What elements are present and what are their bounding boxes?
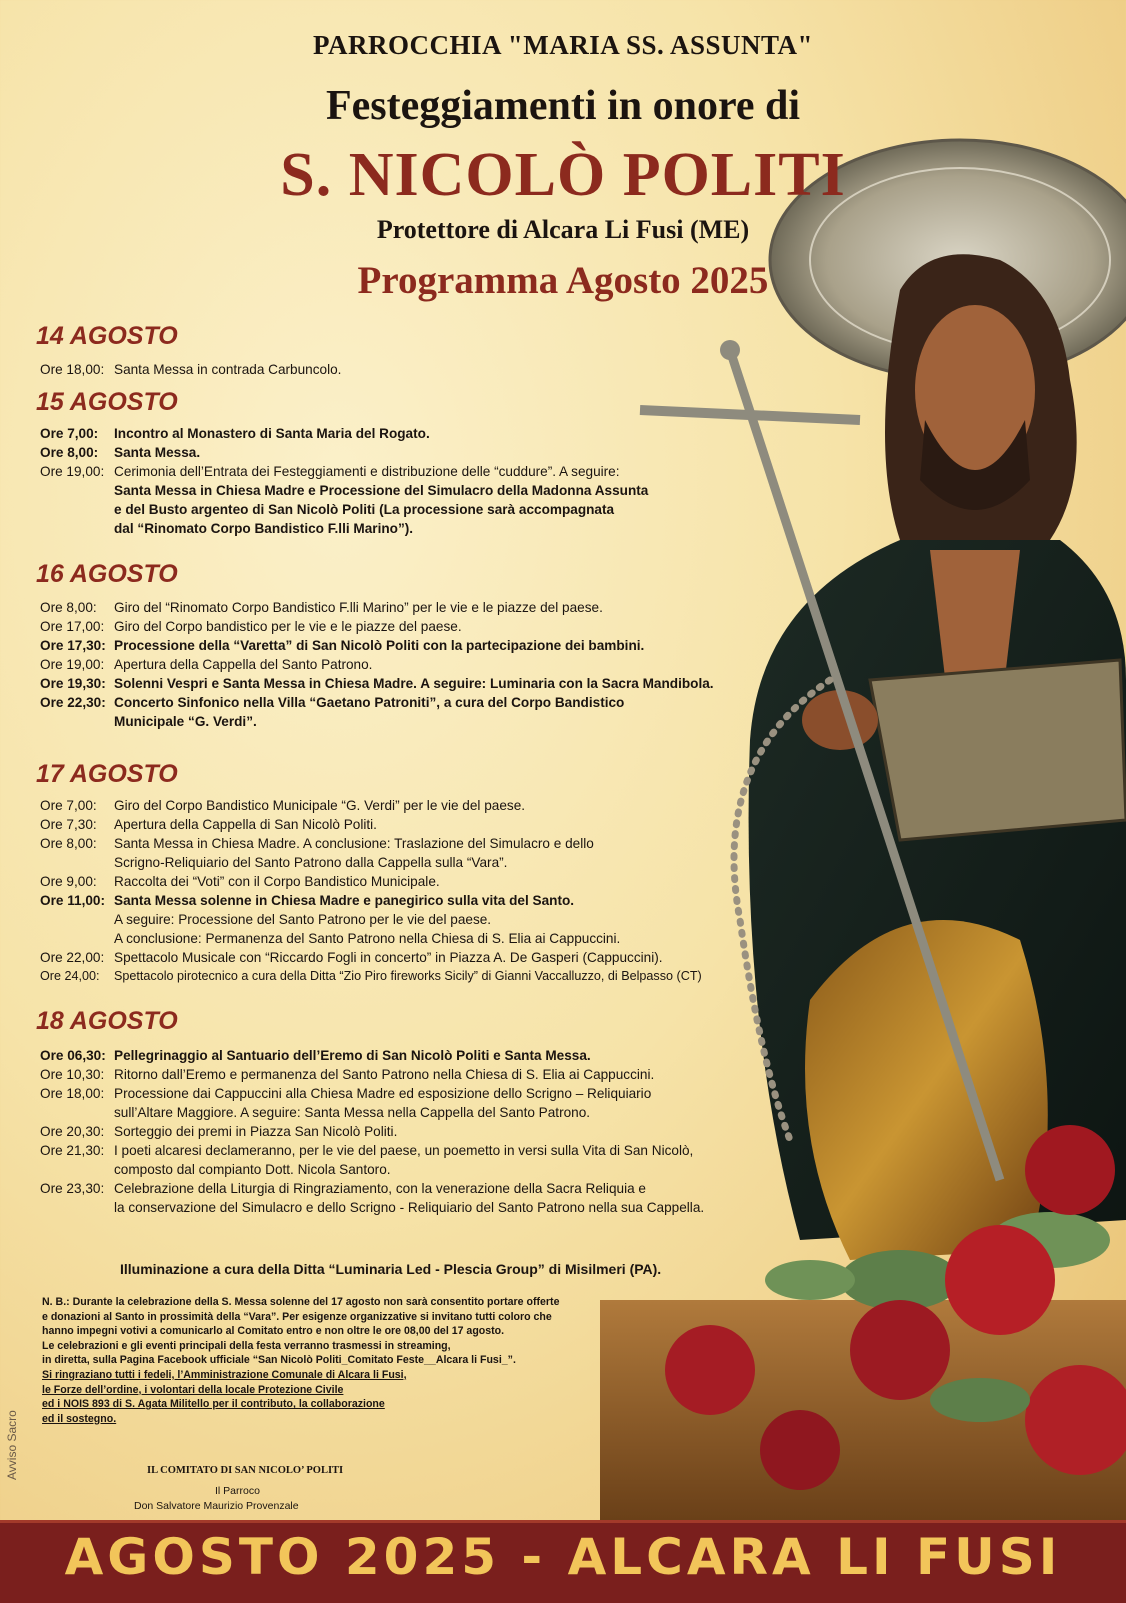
note-line: Le celebrazioni e gli eventi principali della festa verranno trasmessi in streaming,	[42, 1339, 451, 1352]
event-line: A conclusione: Permanenza del Santo Patrono nella Chiesa di S. Elia ai Cappuccini.	[114, 931, 621, 946]
notes-block	[42, 1295, 642, 1426]
event-line: Ore 8,00: Santa Messa.	[40, 445, 201, 460]
event-line: Ore 7,30: Apertura della Cappella di San Nicolò Politi.	[40, 817, 377, 832]
protector-subtitle: Protettore di Alcara Li Fusi (ME)	[376, 215, 750, 244]
note-line: N. B.: Durante la celebrazione della S. Messa solenne del 17 agosto non sarà consentito portare offerte	[42, 1296, 560, 1308]
committee-signature: IL COMITATO DI SAN NICOLO’ POLITI	[147, 1465, 344, 1476]
note-line: le Forze dell’ordine, i volontari della locale Protezione Civile	[42, 1383, 344, 1396]
event-line: sull’Altare Maggiore. A seguire: Santa Messa nella Cappella del Santo Patrono.	[114, 1105, 591, 1120]
day-heading: 16 AGOSTO	[36, 560, 178, 588]
event-line: Ore 24,00: Spettacolo pirotecnico a cura della Ditta “Zio Piro fireworks Sicily” di Gianni Vaccalluzzo, di Belpasso (CT)	[40, 969, 702, 983]
note-line: hanno impegni votivi a comunicarlo al Comitato entro e non oltre le ore 08,00 del 17 agosto.	[42, 1325, 505, 1338]
event-line: Ore 7,00: Incontro al Monastero di Santa Maria del Rogato.	[40, 426, 430, 441]
day-heading: 15 AGOSTO	[36, 388, 178, 416]
event-line: Ore 19,00: Apertura della Cappella del Santo Patrono.	[40, 657, 373, 672]
watermark-text: Avviso Sacro	[5, 1410, 19, 1480]
event-line: Ore 9,00: Raccolta dei “Voti” con il Corpo Bandistico Municipale.	[40, 874, 440, 889]
event-line: Ore 21,30: I poeti alcaresi declameranno, per le vie del paese, un poemetto in versi sulla Vita di San Nicolò,	[40, 1143, 694, 1158]
day-heading: 17 AGOSTO	[36, 760, 178, 788]
event-line: Ore 23,30: Celebrazione della Liturgia di Ringraziamento, con la venerazione della Sacra Reliquia e	[40, 1181, 646, 1196]
event-line: la conservazione del Simulacro e dello Scrigno - Reliquiario del Santo Patrono nella sua Cappella.	[114, 1200, 705, 1215]
event-line: Ore 10,30: Ritorno dall’Eremo e permanenza del Santo Patrono nella Chiesa di S. Elia ai Cappuccini.	[40, 1067, 655, 1082]
saint-statue-illustration	[600, 120, 1126, 1520]
event-line: Ore 18,00: Processione dai Cappuccini alla Chiesa Madre ed esposizione dello Scrigno – Reliquiario	[40, 1086, 652, 1101]
event-line: Ore 22,30: Concerto Sinfonico nella Villa “Gaetano Patroniti”, a cura del Corpo Bandistico	[40, 695, 625, 710]
event-line: Ore 11,00: Santa Messa solenne in Chiesa Madre e panegirico sulla vita del Santo.	[40, 893, 575, 908]
event-line: Ore 19,30: Solenni Vespri e Santa Messa in Chiesa Madre. A seguire: Luminaria con la Sacra Mandibola.	[40, 676, 714, 691]
priest-name: Don Salvatore Maurizio Provenzale	[134, 1500, 299, 1512]
festivities-heading: Festeggiamenti in onore di	[325, 83, 801, 129]
priest-title: Il Parroco	[215, 1485, 260, 1497]
day-heading: 14 AGOSTO	[36, 322, 178, 350]
event-line: Ore 22,00: Spettacolo Musicale con “Riccardo Fogli in concerto” in Piazza A. De Gasperi (Cappuccini).	[40, 950, 663, 965]
event-line: Ore 18,00: Santa Messa in contrada Carbuncolo.	[40, 362, 342, 377]
event-line: dal “Rinomato Corpo Bandistico F.lli Marino”).	[114, 521, 414, 536]
event-line: Ore 20,30: Sorteggio dei premi in Piazza San Nicolò Politi.	[40, 1124, 398, 1139]
note-line: ed il sostegno.	[42, 1412, 117, 1425]
event-line: Ore 8,00: Santa Messa in Chiesa Madre. A conclusione: Traslazione del Simulacro e dello	[40, 836, 594, 851]
note-line: e donazioni al Santo in prossimità della “Vara”. Per esigenze organizzative si invitano tutti coloro che	[42, 1310, 552, 1323]
event-line: A seguire: Processione del Santo Patrono per le vie del paese.	[114, 912, 492, 927]
event-line: Ore 19,00: Cerimonia dell’Entrata dei Festeggiamenti e distribuzione delle “cuddure”. A seguire:	[40, 464, 620, 479]
event-line: Ore 17,00: Giro del Corpo bandistico per le vie e le piazze del paese.	[40, 619, 462, 634]
event-line: e del Busto argenteo di San Nicolò Politi (La processione sarà accompagnata	[114, 502, 615, 517]
event-line: Scrigno-Reliquiario del Santo Patrono dalla Cappella sulla “Vara”.	[114, 855, 508, 870]
day-heading: 18 AGOSTO	[36, 1007, 178, 1035]
event-line: Municipale “G. Verdi”.	[114, 714, 257, 729]
event-line: Santa Messa in Chiesa Madre e Processione del Simulacro della Madonna Assunta	[114, 483, 649, 498]
event-line: Ore 06,30: Pellegrinaggio al Santuario dell’Eremo di San Nicolò Politi e Santa Messa.	[40, 1048, 591, 1063]
footer-title: AGOSTO 2025 - ALCARA LI FUSI	[64, 1528, 1062, 1586]
illumination-credit: Illuminazione a cura della Ditta “Luminaria Led - Plescia Group” di Misilmeri (PA).	[120, 1261, 662, 1277]
event-line: Ore 8,00: Giro del “Rinomato Corpo Bandistico F.lli Marino” per le vie e le piazze del paese.	[40, 600, 603, 615]
program-heading: Programma Agosto 2025	[357, 259, 769, 302]
event-line: Ore 7,00: Giro del Corpo Bandistico Municipale “G. Verdi” per le vie del paese.	[40, 798, 526, 813]
event-line: composto dal compianto Dott. Nicola Santoro.	[114, 1162, 391, 1177]
note-line: ed i NOIS 893 di S. Agata Militello per il contributo, la collaborazione	[42, 1398, 385, 1411]
event-line: Ore 17,30: Processione della “Varetta” di San Nicolò Politi con la partecipazione dei bambini.	[40, 638, 645, 653]
note-line: Si ringraziano tutti i fedeli, l’Amministrazione Comunale di Alcara li Fusi,	[42, 1368, 407, 1381]
note-line: in diretta, sulla Pagina Facebook ufficiale “San Nicolò Politi_Comitato Feste__Alcara li Fusi_”.	[42, 1354, 516, 1367]
parish-name: PARROCCHIA "MARIA SS. ASSUNTA"	[312, 30, 814, 60]
saint-title: S. NICOLÒ POLITI	[280, 141, 846, 209]
